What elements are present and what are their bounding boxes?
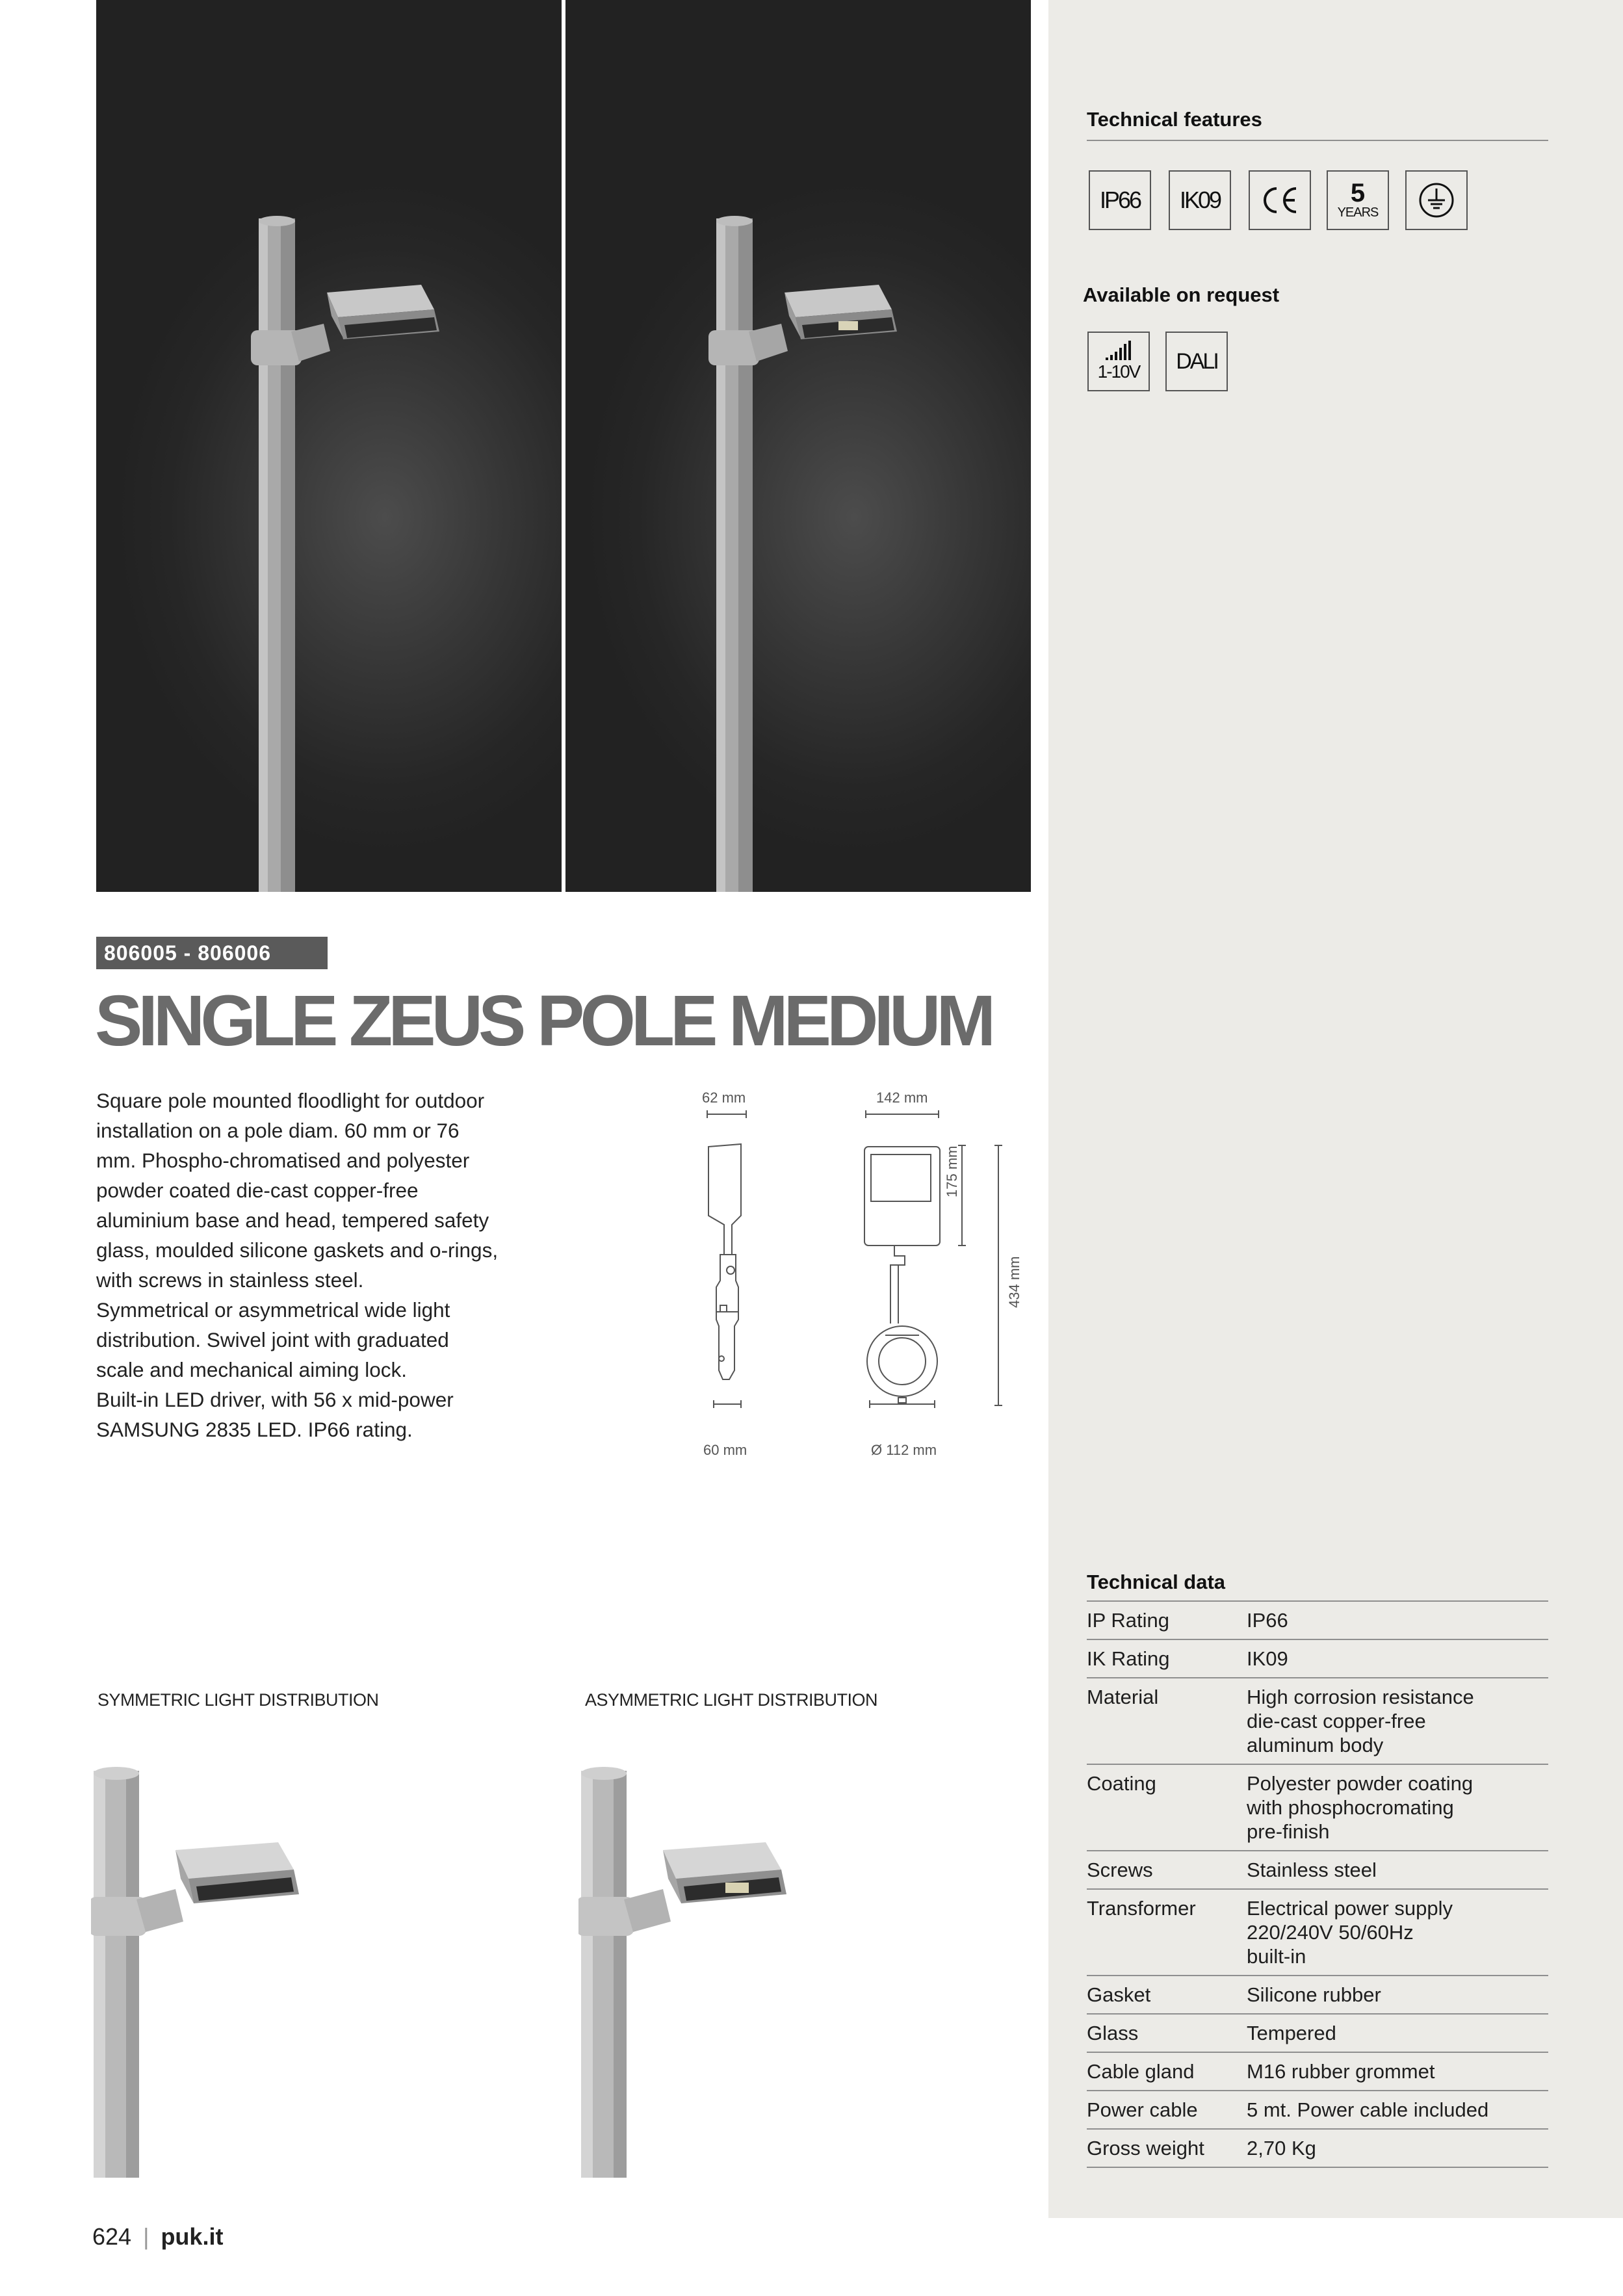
divider: [1087, 140, 1548, 141]
dimension-pole-diameter: Ø 112 mm: [871, 1442, 937, 1458]
technical-data-table: [1087, 1600, 1548, 2168]
row-label: Coating: [1087, 1772, 1156, 1795]
table-row: [1087, 1851, 1548, 1890]
dimming-badge-text: 1-10V: [1097, 361, 1140, 382]
dimension-front-width: 142 mm: [876, 1089, 928, 1106]
dimension-total-height: 434 mm: [1006, 1256, 1022, 1308]
dimension-side-width: 62 mm: [702, 1089, 746, 1106]
description-line: Built-in LED driver, with 56 x mid-power: [96, 1388, 454, 1411]
row-value: Stainless steel: [1247, 1859, 1377, 1881]
ik09-badge-text: IK09: [1179, 187, 1221, 213]
table-row: [1087, 1890, 1548, 1976]
product-photo-symmetric: [96, 0, 562, 892]
row-value: Electrical power supply 220/240V 50/60Hz built-in: [1247, 1897, 1453, 1968]
product-description: [96, 1086, 577, 1444]
table-row: [1087, 1976, 1548, 2015]
description-line: mm. Phospho-chromatised and polyester: [96, 1149, 470, 1172]
website-link[interactable]: puk.it: [161, 2223, 224, 2250]
description-line: distribution. Swivel joint with graduated: [96, 1328, 449, 1351]
table-row: [1087, 1640, 1548, 1678]
row-label: Screws: [1087, 1859, 1153, 1881]
dali-badge: [1165, 332, 1228, 391]
warranty-years-label: YEARS: [1337, 205, 1379, 220]
warranty-years-number: 5: [1350, 179, 1366, 207]
row-label: Transformer: [1087, 1897, 1196, 1920]
table-row: [1087, 2015, 1548, 2053]
five-year-warranty-badge: [1327, 170, 1389, 230]
row-value: 2,70 Kg: [1247, 2137, 1316, 2159]
page-footer: [92, 2223, 223, 2250]
row-label: Gross weight: [1087, 2137, 1204, 2159]
description-line: powder coated die-cast copper-free: [96, 1179, 419, 1202]
earth-ground-badge: [1405, 170, 1468, 230]
symmetric-distribution-image: [91, 1755, 390, 2178]
row-label: Power cable: [1087, 2098, 1198, 2121]
row-value: Tempered: [1247, 2022, 1336, 2044]
description-line: scale and mechanical aiming lock.: [96, 1358, 407, 1381]
table-row: [1087, 2053, 1548, 2091]
description-line: Symmetrical or asymmetrical wide light: [96, 1298, 450, 1322]
ik09-badge: [1169, 170, 1231, 230]
row-value: IP66: [1247, 1609, 1288, 1632]
description-line: with screws in stainless steel.: [96, 1268, 364, 1292]
product-photo-asymmetric: [565, 0, 1031, 892]
row-label: Material: [1087, 1686, 1159, 1708]
asymmetric-distribution-label: ASYMMETRIC LIGHT DISTRIBUTION: [585, 1690, 878, 1710]
description-line: Square pole mounted floodlight for outdoor: [96, 1089, 485, 1112]
description-line: SAMSUNG 2835 LED. IP66 rating.: [96, 1418, 413, 1441]
row-value: 5 mt. Power cable included: [1247, 2098, 1489, 2121]
symmetric-distribution-label: SYMMETRIC LIGHT DISTRIBUTION: [97, 1690, 379, 1710]
page-number: 624: [92, 2223, 132, 2250]
description-line: installation on a pole diam. 60 mm or 76: [96, 1119, 460, 1142]
row-label: Gasket: [1087, 1983, 1151, 2006]
row-value: Polyester powder coating with phosphocromating pre-finish: [1247, 1772, 1474, 1843]
ip66-badge: [1089, 170, 1151, 230]
row-label: IK Rating: [1087, 1647, 1170, 1670]
product-title: SINGLE ZEUS POLE MEDIUM: [95, 981, 992, 1061]
technical-data-heading: Technical data: [1087, 1571, 1226, 1593]
technical-features-heading: Technical features: [1087, 108, 1262, 131]
ip66-badge-text: IP66: [1099, 187, 1141, 213]
row-value: IK09: [1247, 1647, 1288, 1670]
dimension-clamp-width: 60 mm: [703, 1442, 747, 1458]
table-row: [1087, 2091, 1548, 2130]
footer-separator: |: [143, 2223, 149, 2250]
ce-mark-badge: [1249, 170, 1311, 230]
description-line: aluminium base and head, tempered safety: [96, 1208, 489, 1232]
asymmetric-distribution-image: [578, 1755, 877, 2178]
dali-badge-text: DALI: [1176, 348, 1217, 374]
row-value: High corrosion resistance die-cast copper-free aluminum body: [1247, 1686, 1474, 1756]
table-row: [1087, 1678, 1548, 1765]
row-label: IP Rating: [1087, 1609, 1169, 1632]
dimension-head-height: 175 mm: [944, 1145, 960, 1197]
table-row: [1087, 1602, 1548, 1640]
row-value: M16 rubber grommet: [1247, 2060, 1435, 2083]
dimming-1-10v-badge: [1087, 332, 1150, 391]
description-line: glass, moulded silicone gaskets and o-rings,: [96, 1238, 499, 1262]
row-label: Cable gland: [1087, 2060, 1195, 2083]
table-row: [1087, 2130, 1548, 2168]
table-row: [1087, 1765, 1548, 1851]
row-value: Silicone rubber: [1247, 1983, 1381, 2006]
row-label: Glass: [1087, 2022, 1139, 2044]
signal-bars-icon: [1104, 341, 1133, 361]
available-on-request-heading: Available on request: [1083, 283, 1280, 306]
drawing-lines: [676, 1086, 1040, 1476]
product-code-badge: 806005 - 806006: [96, 937, 328, 969]
earth-ground-icon: [1418, 182, 1455, 218]
ce-mark-icon: [1260, 185, 1300, 216]
